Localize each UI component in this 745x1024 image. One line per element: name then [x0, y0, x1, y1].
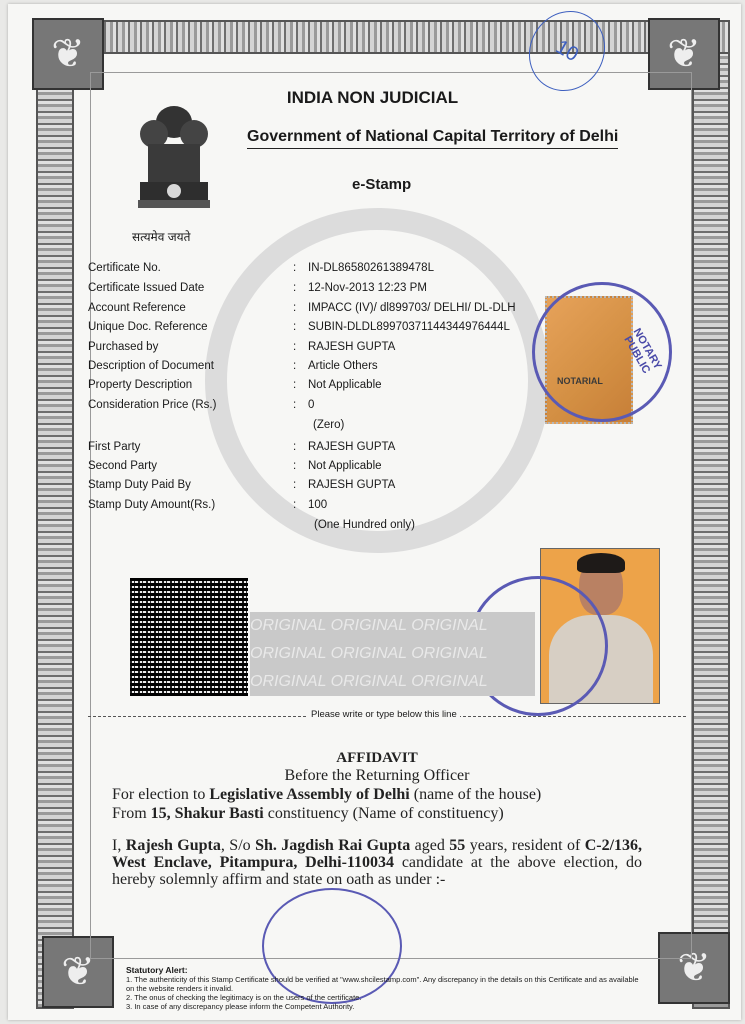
cut-line-text: Please write or type below this line: [308, 709, 460, 720]
original-watermark-band: ORIGINAL ORIGINAL ORIGINAL ORIGINAL ORIGINAL ORIGINAL ORIGINAL ORIGINAL ORIGINAL: [250, 612, 535, 696]
government-heading: Government of National Capital Territory of Delhi: [247, 128, 618, 149]
field-label: Property Description: [88, 379, 193, 391]
field-value: SUBIN-DLDL89970371144344976444L: [308, 321, 510, 333]
field-value: Article Others: [308, 360, 378, 372]
corner-ornament-bottom-left: ❦: [42, 936, 114, 1008]
affidavit-paragraph: I, Rajesh Gupta, S/o Sh. Jagdish Rai Gupta aged 55 years, resident of C-2/136, West Enclave, Pitampura, Delhi-110034 candidate at the above election, do hereby solemnly affirm and state on oath as under :-: [112, 837, 643, 888]
field-label: Purchased by: [88, 341, 159, 353]
field-label: Description of Document: [88, 360, 214, 372]
handwritten-mark: 10: [514, 0, 619, 105]
field-value: IN-DL86580261389478L: [308, 262, 434, 274]
field-value: RAJESH GUPTA: [308, 441, 396, 453]
notary-seal: NOTARY PUBLIC: [532, 282, 672, 422]
field-value: 12-Nov-2013 12:23 PM: [308, 282, 427, 294]
notarial-stamp: NOTARIAL: [545, 296, 633, 424]
right-ornamental-border: [692, 20, 730, 1009]
field-value: 0: [308, 399, 315, 411]
affidavit-election-line: For election to Legislative Assembly of Delhi (name of the house): [112, 786, 542, 803]
qr-code: [130, 578, 248, 696]
corner-ornament-bottom-right: ❦: [658, 932, 730, 1004]
stamp-type-heading: e-Stamp: [352, 176, 412, 193]
alert-item: 2. The onus of checking the legitimacy is on the users of the certificate.: [126, 993, 362, 1002]
field-value: RAJESH GUPTA: [308, 341, 396, 353]
field-value: RAJESH GUPTA: [308, 479, 396, 491]
statutory-alert: Statutory Alert: 1. The authenticity of this Stamp Certificate should be verified at "www.shcilestamp.com". Any discrepancy in the details on this Certificate and as available on the website renders it invalid. 2. The onus of checking the legitimacy is on the users of the certificate. 3. In case of any discrepancy please inform the Competent Authority.: [126, 966, 646, 1011]
field-label: Certificate No.: [88, 262, 161, 274]
field-value: Not Applicable: [308, 379, 382, 391]
field-value: Not Applicable: [308, 460, 382, 472]
field-label: Consideration Price (Rs.): [88, 399, 217, 411]
affidavit-title: AFFIDAVIT: [336, 750, 418, 766]
alert-item: 1. The authenticity of this Stamp Certificate should be verified at "www.shcilestamp.com". Any discrepancy in the details on this Certificate and as available on the website renders it invalid.: [126, 975, 639, 993]
field-label: Certificate Issued Date: [88, 282, 205, 294]
field-label: Stamp Duty Paid By: [88, 479, 191, 491]
field-value: IMPACC (IV)/ dl899703/ DELHI/ DL-DLH: [308, 302, 516, 314]
field-label: Stamp Duty Amount(Rs.): [88, 499, 216, 511]
affidavit-addressee: Before the Returning Officer: [284, 767, 470, 784]
alert-item: 3. In case of any discrepancy please inform the Competent Authority.: [126, 1002, 355, 1011]
field-label: Account Reference: [88, 302, 186, 314]
emblem-motto: सत्यमेव जयते: [132, 230, 191, 244]
consideration-words: (Zero): [313, 419, 345, 431]
affidavit-body: [112, 750, 642, 888]
amount-words: (One Hundred only): [314, 519, 415, 531]
top-ornamental-border: [36, 20, 730, 54]
corner-ornament-top-right: ❦: [648, 18, 720, 90]
page-title: INDIA NON JUDICIAL: [286, 88, 459, 107]
corner-ornament-top-left: ❦: [32, 18, 104, 90]
left-ornamental-border: [36, 20, 74, 1009]
field-label: Unique Doc. Reference: [88, 321, 208, 333]
field-label: First Party: [88, 441, 141, 453]
field-value: 100: [308, 499, 328, 511]
field-label: Second Party: [88, 460, 158, 472]
affidavit-constituency-line: From 15, Shakur Basti constituency (Name of constituency): [112, 805, 504, 822]
national-emblem-icon: [128, 92, 220, 222]
